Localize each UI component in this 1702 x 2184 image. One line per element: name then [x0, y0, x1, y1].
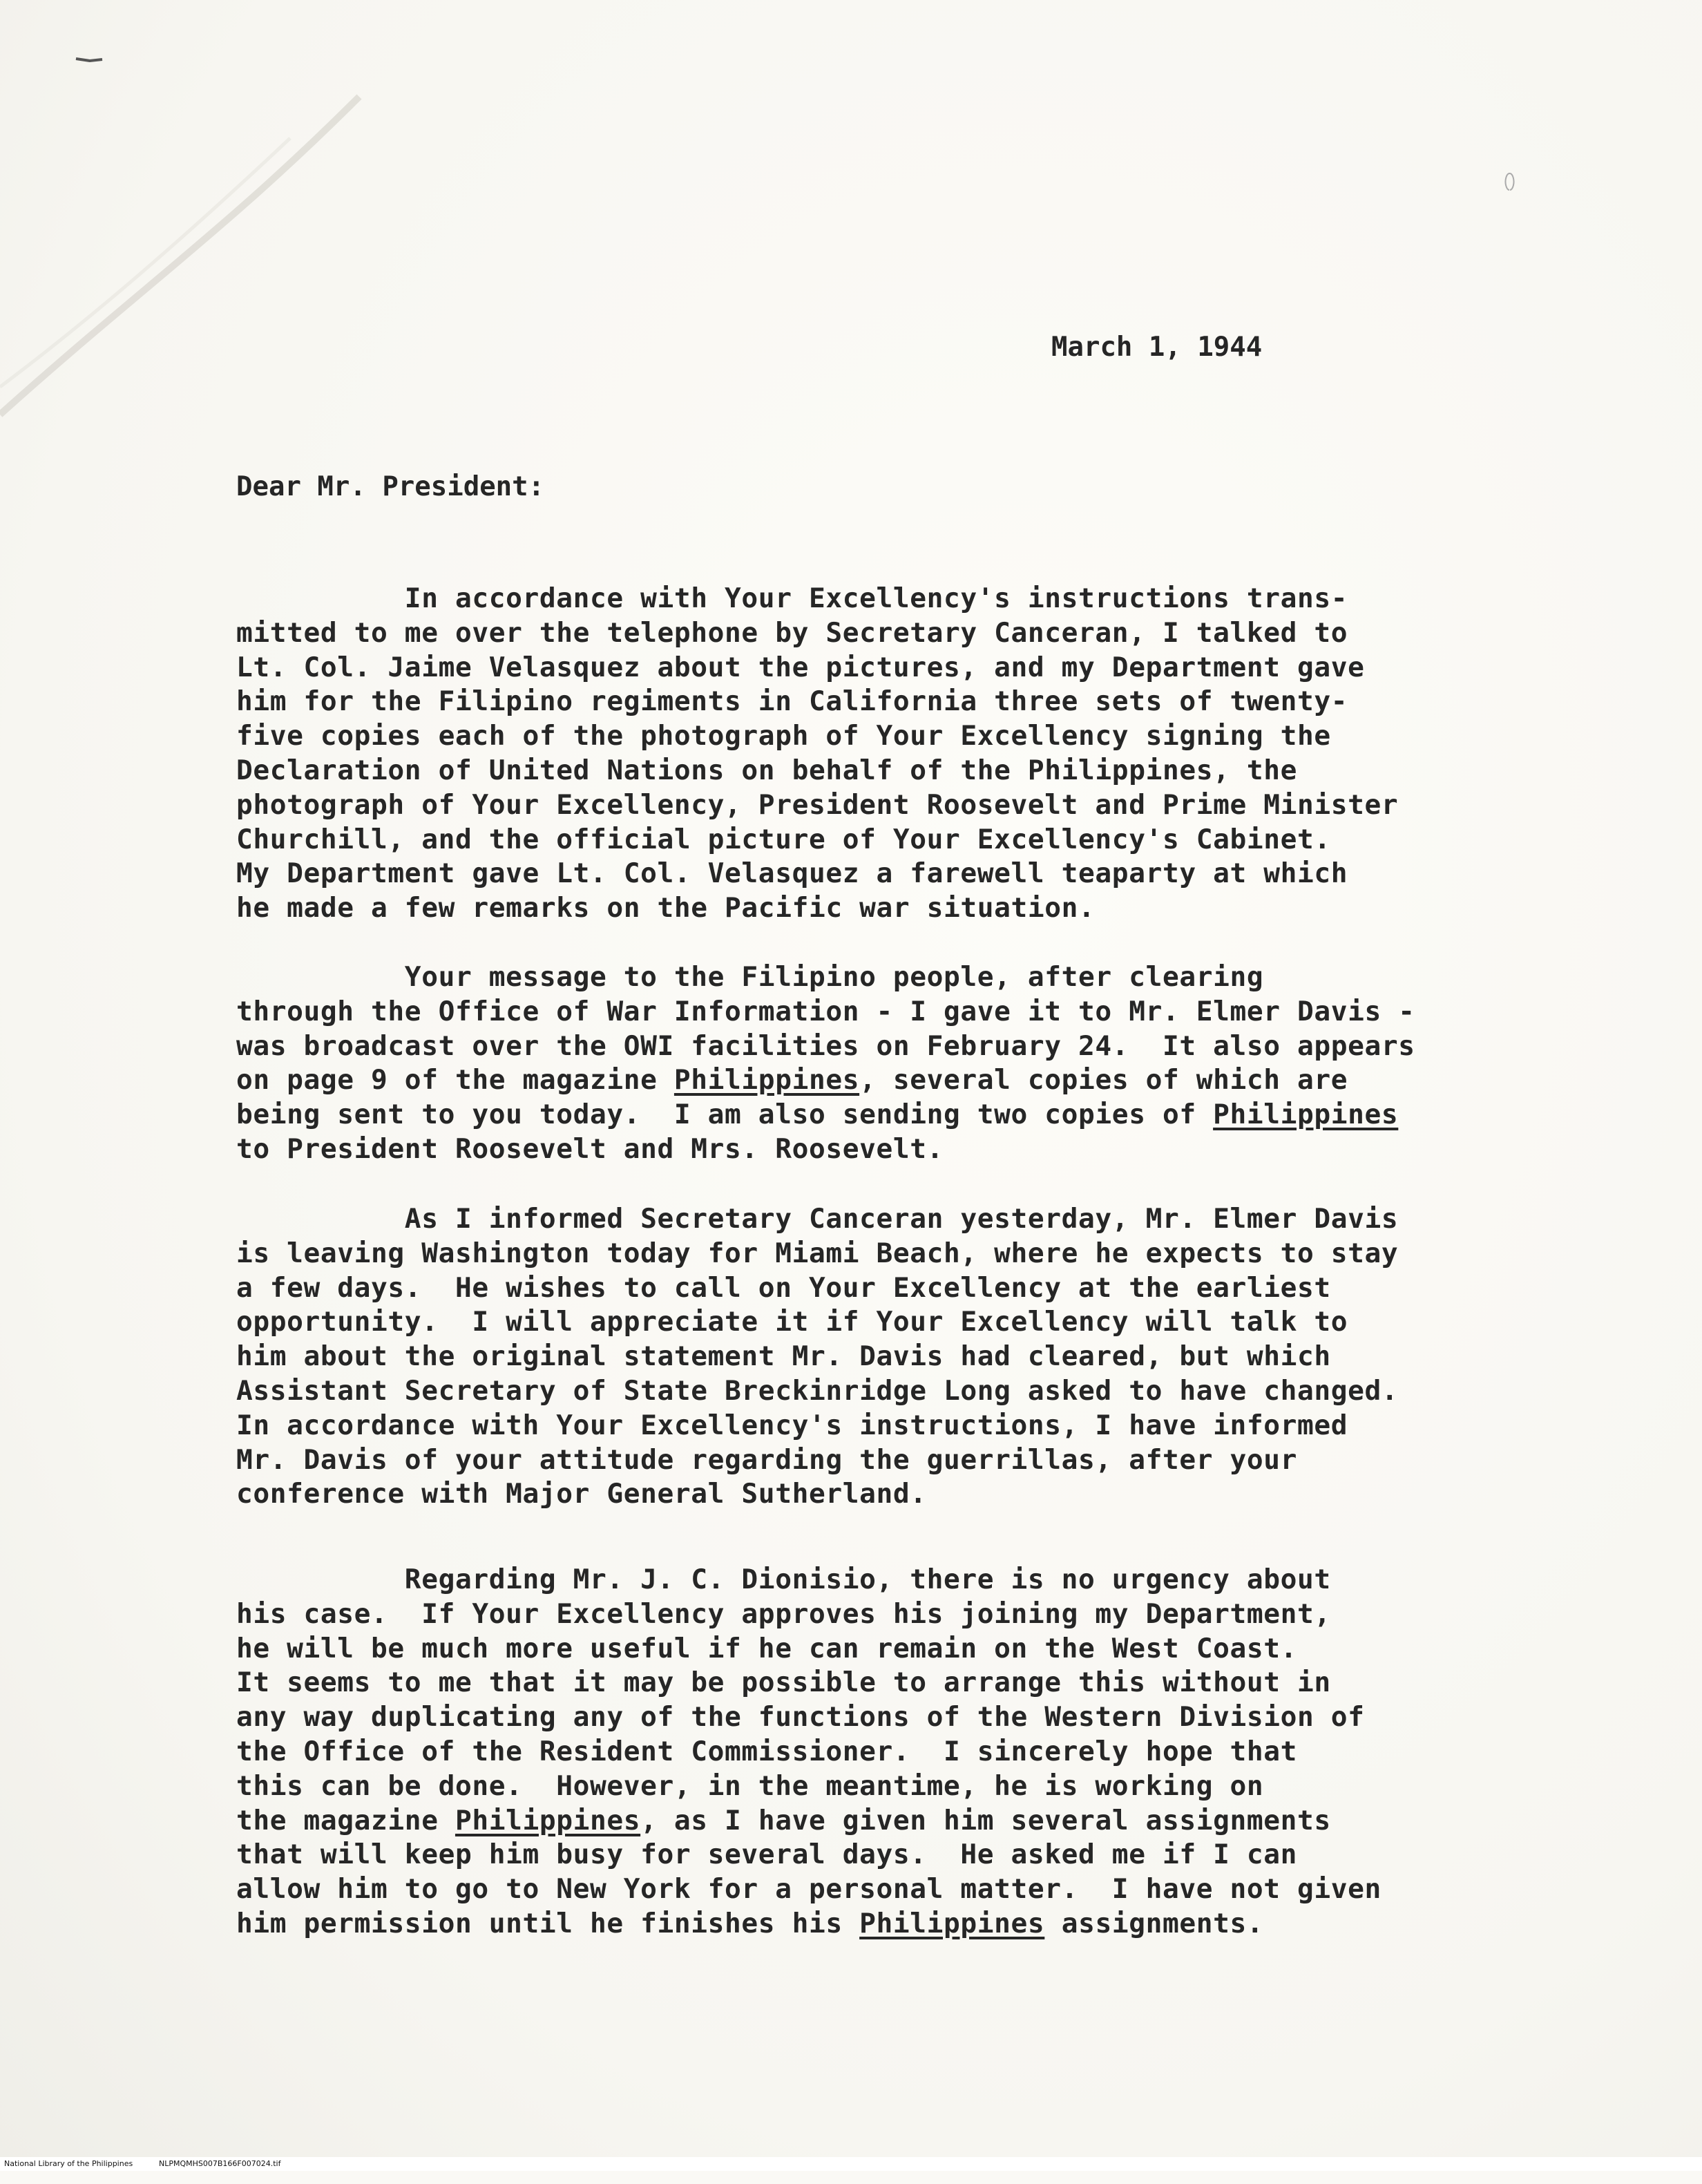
letter-line: any way duplicating any of the functions of the Western Division of: [236, 1701, 1365, 1734]
letter-line: opportunity. I will appreciate it if Your Excellency will talk to: [236, 1306, 1348, 1338]
footer-file-id: NLPMQMHS007B166F007024.tif: [159, 2159, 281, 2168]
letter-line: to President Roosevelt and Mrs. Roosevelt.: [236, 1133, 944, 1165]
letter-line: conference with Major General Sutherland.: [236, 1478, 927, 1510]
underlined-magazine-title: Philippines: [859, 1908, 1045, 1939]
letter-line: the Office of the Resident Commissioner. I sincerely hope that: [236, 1736, 1298, 1767]
letter-line: Declaration of United Nations on behalf of the Philippines, the: [236, 754, 1298, 786]
underlined-magazine-title: Philippines: [455, 1804, 641, 1836]
letter-line: he will be much more useful if he can remain on the West Coast.: [236, 1632, 1298, 1664]
letter-line: Assistant Secretary of State Breckinridge Long asked to have changed.: [236, 1375, 1399, 1407]
letter-line: five copies each of the photograph of Your Excellency signing the: [236, 720, 1331, 752]
letter-date: March 1, 1944: [1051, 332, 1263, 363]
letter-line: through the Office of War Information - I gave it to Mr. Elmer Davis -: [236, 995, 1415, 1027]
letter-line: My Department gave Lt. Col. Velasquez a farewell teaparty at which: [236, 857, 1348, 890]
underlined-magazine-title: Philippines: [673, 1064, 860, 1096]
letter-line: being sent to you today. I am also sending two copies of Philippines: [236, 1099, 1399, 1131]
letter-line: he made a few remarks on the Pacific war situation.: [236, 892, 1096, 924]
letter-line: was broadcast over the OWI facilities on February 24. It also appears: [236, 1029, 1415, 1062]
letter-line: photograph of Your Excellency, President Roosevelt and Prime Minister: [236, 788, 1399, 821]
letter-line: on page 9 of the magazine Philippines, several copies of which are: [236, 1064, 1348, 1096]
footer-library: National Library of the Philippines: [4, 2159, 133, 2168]
letter-line: As I informed Secretary Canceran yesterday, Mr. Elmer Davis: [236, 1203, 1399, 1235]
letter-line: mitted to me over the telephone by Secretary Canceran, I talked to: [236, 616, 1348, 649]
letter-line: Your message to the Filipino people, after clearing: [236, 961, 1264, 993]
letter-line: him about the original statement Mr. Davis had cleared, but which: [236, 1340, 1331, 1373]
letter-line: Regarding Mr. J. C. Dionisio, there is no urgency about: [236, 1564, 1331, 1595]
letter-line: is leaving Washington today for Miami Beach, where he expects to stay: [236, 1237, 1399, 1269]
paper-fold-crease: [0, 0, 1702, 428]
underlined-magazine-title: Philippines: [1213, 1099, 1399, 1131]
letter-line: the magazine Philippines, as I have given him several assignments: [236, 1804, 1331, 1836]
letter-line: Lt. Col. Jaime Velasquez about the pictures, and my Department gave: [236, 651, 1365, 683]
letter-line: Mr. Davis of your attitude regarding the guerrillas, after your: [236, 1443, 1298, 1476]
letter-line: him for the Filipino regiments in California three sets of twenty-: [236, 685, 1348, 718]
letter-line: In accordance with Your Excellency's instructions trans-: [236, 582, 1348, 614]
letter-line: his case. If Your Excellency approves his joining my Department,: [236, 1597, 1331, 1630]
archive-footer: [0, 2157, 1702, 2171]
letter-line: It seems to me that it may be possible to arrange this without in: [236, 1667, 1331, 1699]
letter-line: this can be done. However, in the meantime, he is working on: [236, 1769, 1264, 1802]
letter-line: him permission until he finishes his Philippines assignments.: [236, 1908, 1264, 1939]
letter-line: allow him to go to New York for a personal matter. I have not given: [236, 1873, 1381, 1906]
letter-line: that will keep him busy for several days. He asked me if I can: [236, 1839, 1298, 1871]
letter-line: Churchill, and the official picture of Your Excellency's Cabinet.: [236, 823, 1331, 855]
letter-line: a few days. He wishes to call on Your Excellency at the earliest: [236, 1271, 1331, 1304]
letter-line: In accordance with Your Excellency's instructions, I have informed: [236, 1409, 1348, 1441]
salutation: Dear Mr. President:: [236, 471, 545, 502]
